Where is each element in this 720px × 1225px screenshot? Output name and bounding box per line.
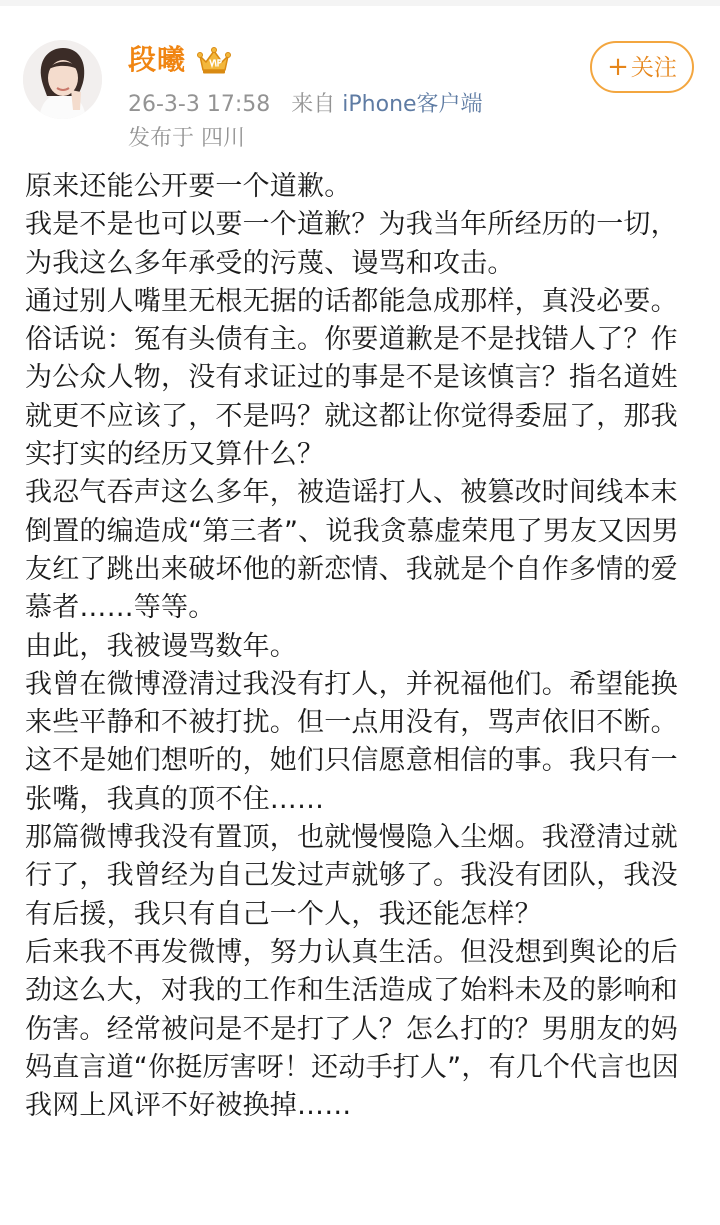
post-paragraph: 原来还能公开要一个道歉。	[25, 171, 352, 202]
post-paragraph: 后来我不再发微博，努力认真生活。但没想到舆论的后劲这么大，对我的工作和生活造成了始料未及的影响和伤害。经常被问是不是打了人？怎么打的？男朋友的妈妈直言道“你挺厉害呀！还动手打人”，有几个代言也因我网上风评不好被换掉……	[25, 936, 679, 1122]
source-prefix: 来自	[291, 92, 336, 117]
post-location: 发布于 四川	[128, 126, 245, 151]
follow-button-label: 关注	[630, 55, 677, 81]
follow-button[interactable]	[590, 41, 694, 93]
author-name[interactable]: 段曦	[128, 43, 187, 76]
post-paragraph: 我曾在微博澄清过我没有打人，并祝福他们。希望能换来些平静和不被打扰。但一点用没有，骂声依旧不断。这不是她们想听的，她们只信愿意相信的事。我只有一张嘴，我真的顶不住……	[25, 668, 678, 815]
post-source-link[interactable]: iPhone客户端	[342, 92, 483, 117]
post-paragraph: 那篇微博我没有置顶，也就慢慢隐入尘烟。我澄清过就行了，我曾经为自己发过声就够了。我没有团队，我没有后援，我只有自己一个人，我还能怎样？	[25, 822, 678, 930]
vip-crown-icon[interactable]	[196, 46, 232, 76]
post-meta	[128, 90, 483, 120]
post-paragraph: 我是不是也可以要一个道歉？为我当年所经历的一切，为我这么多年承受的污蔑、谩骂和攻击。	[25, 209, 678, 279]
post-body	[25, 168, 697, 1125]
post-timestamp: 26-3-3 17:58	[128, 92, 271, 117]
post-paragraph: 由此，我被谩骂数年。	[25, 630, 297, 662]
post-header	[0, 6, 720, 156]
author-avatar[interactable]	[23, 40, 102, 119]
post-paragraph: 我忍气吞声这么多年，被造谣打人、被篡改时间线本末倒置的编造成“第三者”、说我贪慕虚荣甩了男友又因男友红了跳出来破坏他的新恋情、我就是个自作多情的爱慕者……等等。	[25, 477, 679, 624]
plus-icon: +	[607, 52, 629, 82]
post-paragraph: 通过别人嘴里无根无据的话都能急成那样，真没必要。俗话说：冤有头债有主。你要道歉是不是找错人了？作为公众人物，没有求证过的事是不是该慎言？指名道姓就更不应该了，不是吗？就这都让你觉得委屈了，那我实打实的经历又算什么？	[25, 285, 678, 471]
